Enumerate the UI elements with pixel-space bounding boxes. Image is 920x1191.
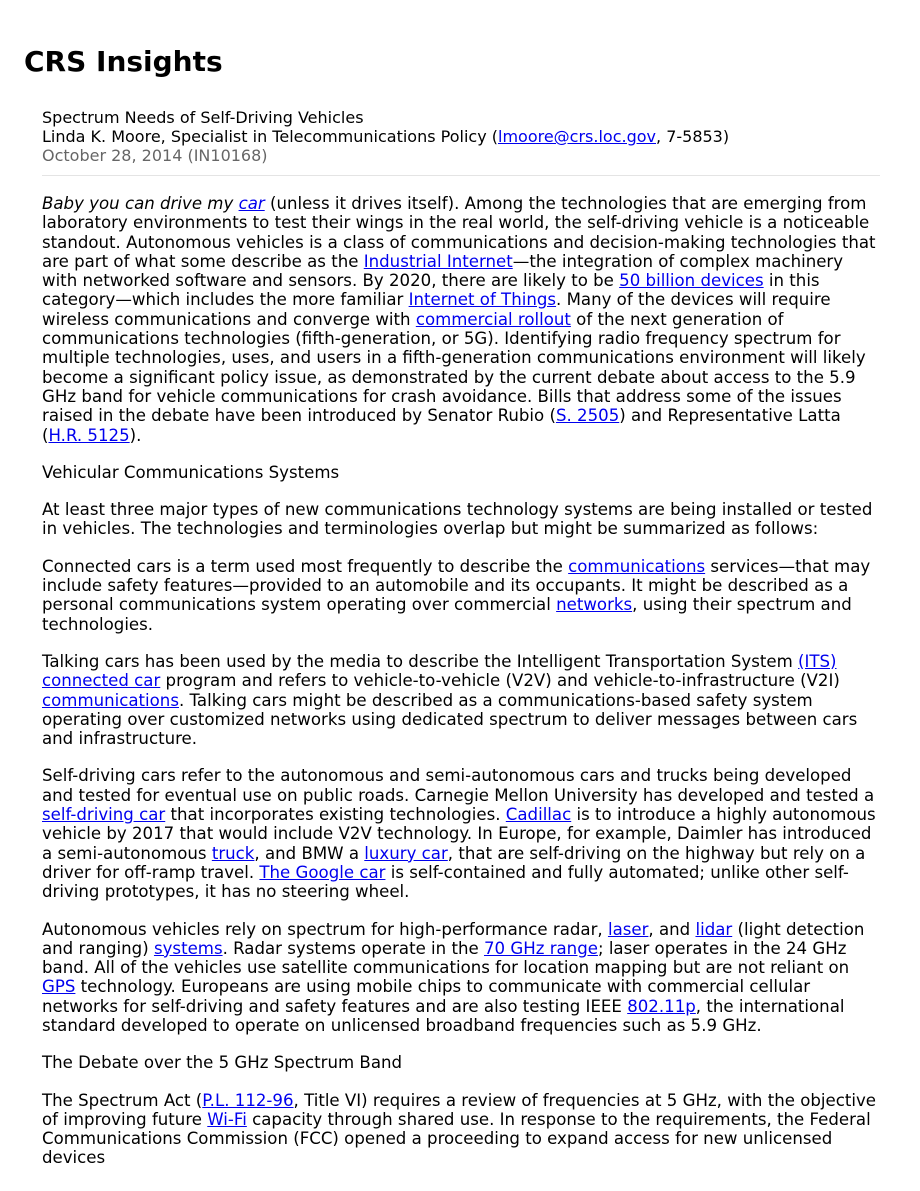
author-email-link[interactable]: lmoore@crs.loc.gov xyxy=(498,127,657,146)
link-networks[interactable]: networks xyxy=(556,595,633,615)
link-systems[interactable]: systems xyxy=(153,938,223,958)
paragraph-talking-cars: Talking cars has been used by the media to describe the Intelligent Transportation System (ITS) connected car program and refers to vehicle-to-vehicle (V2V) and vehicle-to-infrastructure (V2I) communications. Talking cars might be described as a communications-based safety system operating over customized networks using dedicated spectrum to deliver messages between cars and infrastructure. xyxy=(42,651,858,749)
link-s-2505[interactable]: S. 2505 xyxy=(555,406,620,426)
link-70-ghz-range[interactable]: 70 GHz range xyxy=(483,938,598,958)
link-car[interactable]: car xyxy=(238,194,265,213)
paragraph-self-driving-cars: Self-driving cars refer to the autonomous and semi-autonomous cars and trucks being developed and tested for eventual use on public roads. Carnegie Mellon University has developed and tested a self-driving car that incorporates existing technologies. Cadillac is to introduce a highly autonomous vehicle by 2017 that would include V2V technology. In Europe, for example, Daimler has introduced a semi-autonomous truck, and BMW a luxury car, that are self-driving on the highway but rely on a driver for off-ramp travel. The Google car is self-contained and fully automated; unlike other self-driving prototypes, it has no steering wheel. xyxy=(42,766,876,902)
paragraph-autonomous-spectrum: Autonomous vehicles rely on spectrum for high-performance radar, laser, and lidar (light detection and ranging) systems. Radar systems operate in the 70 GHz range; laser operates in the 24 GHz band. All of the vehicles use satellite communications for location mapping but are not reliant on GPS technology. Europeans are using mobile chips to communicate with commercial cellular networks for self-driving and safety features and are also testing IEEE 802.11p, the international standard developed to operate on unlicensed broadband frequencies such as 5.9 GHz. xyxy=(42,919,865,1035)
link-802-11p[interactable]: 802.11p xyxy=(627,996,696,1016)
paragraph-spectrum-act: The Spectrum Act (P.L. 112-96, Title VI) requires a review of frequencies at 5 GHz, with the objective of improving future Wi-Fi capacity through shared use. In response to the requirements, the Federal Communications Commission (FCC) opened a proceeding to expand access for new unlicensed devices xyxy=(42,1090,876,1168)
link-commercial-rollout[interactable]: commercial rollout xyxy=(415,309,571,329)
link-truck[interactable]: truck xyxy=(211,843,255,863)
article xyxy=(42,108,880,1186)
heading-5ghz-debate: The Debate over the 5 GHz Spectrum Band xyxy=(42,1053,403,1073)
link-wi-fi[interactable]: Wi-Fi xyxy=(207,1109,247,1129)
author-line xyxy=(42,127,880,146)
link-laser[interactable]: laser xyxy=(607,919,649,939)
link-v2v-communications[interactable]: communications xyxy=(42,690,179,710)
author-text: Linda K. Moore, Specialist in Telecommunications Policy ( xyxy=(42,127,498,146)
article-body xyxy=(42,194,880,1168)
link-gps[interactable]: GPS xyxy=(42,977,76,997)
doc-title: Spectrum Needs of Self-Driving Vehicles xyxy=(42,108,364,127)
link-google-car[interactable]: The Google car xyxy=(259,862,386,882)
heading-vehicular-communications: Vehicular Communications Systems xyxy=(42,462,340,482)
paragraph-intro: Baby you can drive my car (unless it drives itself). Among the technologies that are emerging from laboratory environments to test their wings in the real world, the self-driving vehicle is a noticeable standout. Autonomous vehicles is a class of communications and decision-making technologies that are part of what some describe as the Industrial Internet—the integration of complex machinery with networked software and sensors. By 2020, there are likely to be 50 billion devices in this category—which includes the more familiar Internet of Things. Many of the devices will require wireless communications and converge with commercial rollout of the next generation of communications technologies (fifth-generation, or 5G). Identifying radio frequency spectrum for multiple technologies, uses, and users in a fifth-generation communications environment will likely become a significant policy issue, as demonstrated by the current debate about access to the 5.9 GHz band for vehicle communications for crash avoidance. Bills that address some of the issues raised in the debate have been introduced by Senator Rubio (S. 2505) and Representative Latta (H.R. 5125). xyxy=(42,194,876,445)
site-title: CRS Insights xyxy=(24,45,223,78)
author-phone: , 7-5853) xyxy=(656,127,730,146)
paragraph-connected-cars: Connected cars is a term used most frequently to describe the communications services—that may include safety features—provided to an automobile and its occupants. It might be described as a personal communications system operating over commercial networks, using their spectrum and technologies. xyxy=(42,556,871,634)
link-luxury-car[interactable]: luxury car xyxy=(364,843,448,863)
link-cadillac[interactable]: Cadillac xyxy=(505,805,572,825)
publication-date: October 28, 2014 (IN10168) xyxy=(42,146,268,165)
link-self-driving-car[interactable]: self-driving car xyxy=(42,805,166,825)
intro-italic: Baby you can drive my xyxy=(42,194,234,213)
link-its-connected-car[interactable]: (ITS) connected car xyxy=(42,651,837,691)
article-header xyxy=(42,108,880,176)
link-50-billion-devices[interactable]: 50 billion devices xyxy=(619,271,764,291)
link-lidar[interactable]: lidar xyxy=(695,919,733,939)
link-hr-5125[interactable]: H.R. 5125 xyxy=(48,425,130,445)
link-industrial-internet[interactable]: Industrial Internet xyxy=(363,251,513,271)
paragraph-systems-overview: At least three major types of new communications technology systems are being installed or tested in vehicles. The technologies and terminologies overlap but might be summarized as follows: xyxy=(42,500,873,539)
link-internet-of-things[interactable]: Internet of Things xyxy=(408,290,557,310)
link-communications[interactable]: communications xyxy=(568,556,706,576)
link-pl-112-96[interactable]: P.L. 112-96 xyxy=(202,1090,294,1110)
